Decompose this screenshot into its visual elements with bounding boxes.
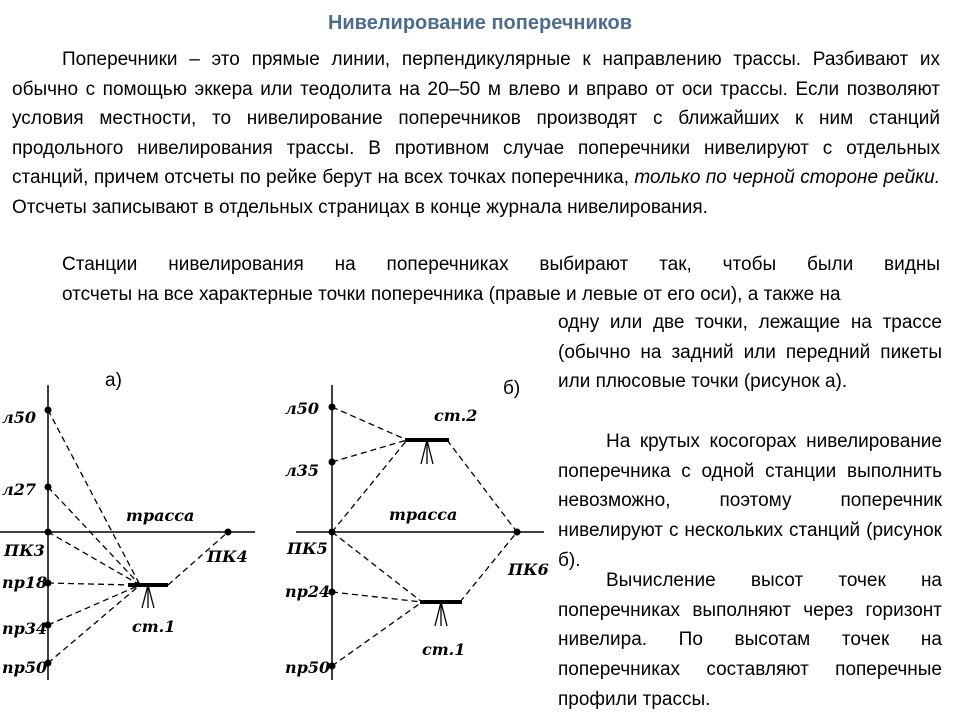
fig-a-station-1-icon [128,585,168,608]
figure-b-diagram [282,380,552,690]
fig-b-station-1-icon [420,602,462,626]
paragraph-1-text: Поперечники – это прямые линии, перпендикулярные к направлению трассы. Разбивают их обычно с помощью эккера или теодолита на 20–50 м влево и вправо от оси трассы. Если позволяют условия местности, то нивелирование поперечников производят с ближайших к ним станций продольного нивелирования трассы. В противном случае поперечники нивелируют с отдельных станций, причем отсчеты по рейке берут на всех точках поперечника, [12,49,940,188]
fig-a-sight-pr34 [48,585,140,625]
paragraph-2-line-1: Станции нивелирования на поперечниках выбирают так, чтобы были видны [62,254,940,275]
fig-b-label-st2: ст.2 [434,406,478,425]
fig-a-label-l50: л50 [2,408,36,427]
fig-b-sight-pr50 [332,602,422,666]
paragraph-2 [12,250,940,309]
fig-b-sight-l50 [332,407,407,440]
fig-b-sight-pr24 [332,592,422,602]
fig-b-label-l50: л50 [285,399,319,418]
fig-a-sight-pr18 [48,583,132,585]
fig-b-sight-l35 [332,440,407,462]
fig-a-label-pk3: ПК3 [4,541,45,560]
fig-b-label-pr24: пр24 [285,582,331,601]
fig-a-label-pk4: ПК4 [207,547,248,566]
fig-b-label-l35: л35 [285,461,319,480]
fig-b-point-l50 [329,404,336,411]
paragraph-1 [12,45,940,222]
fig-b-label-pk5: ПК5 [287,539,328,558]
fig-a-point-pk4 [225,529,232,536]
fig-a-point-l50 [45,407,52,414]
fig-b-label-trassa: трасса [389,505,458,524]
fig-a-label-pr34: пр34 [2,619,48,638]
figure-a-diagram [0,380,280,690]
fig-a-sight-l27 [48,487,140,585]
fig-b-point-l35 [329,459,336,466]
fig-b-label-pr50: пр50 [285,658,331,677]
fig-a-label-trassa: трасса [126,506,195,525]
figure-b-caption: б) [503,378,521,399]
paragraph-1-end: Отсчеты записывают в отдельных страницах в конце журнала нивелирования. [12,196,708,218]
side-paragraph-1: одну или две точки, лежащие на трассе (обычно на задний или передний пикеты или плюсовые точки (рисунок а). [558,312,942,393]
fig-b-sight-pk6-top [447,440,517,532]
fig-b-station-2-icon [405,440,449,464]
fig-a-label-pr50: пр50 [2,658,48,677]
fig-b-point-pk6 [514,529,521,536]
fig-a-point-pk3 [45,529,52,536]
paragraph-2-line-2: отсчеты на все характерные точки поперечника (правые и левые от его оси), а также на [62,283,841,305]
side-paragraph-3: Вычисление высот точек на поперечниках выполняют через горизонт нивелира. По высотам точек на поперечниках составляют поперечные профили трассы. [558,570,942,710]
fig-a-label-l27: л27 [2,480,36,499]
fig-a-point-l27 [45,484,52,491]
fig-a-label-pr18: пр18 [2,573,48,592]
fig-b-point-pk5 [329,529,336,536]
fig-b-label-pk6: ПК6 [508,560,549,579]
figure-a-caption: а) [105,370,122,391]
fig-a-sight-pk3 [48,532,140,585]
paragraph-1-italic: только по черной стороне рейки. [634,167,941,188]
fig-a-sight-pr50 [48,585,140,663]
fig-a-label-st1: ст.1 [132,617,176,636]
side-paragraph-2: На крутых косогорах нивелирование поперечника с одной станции выполнить невозможно, поэтому поперечник нивелируют с нескольких станций (рисунок б). [558,431,942,571]
fig-b-label-st1: ст.1 [422,640,466,659]
fig-b-sight-pk5-low [332,532,422,602]
page-title: Нивелирование поперечников [327,12,633,34]
